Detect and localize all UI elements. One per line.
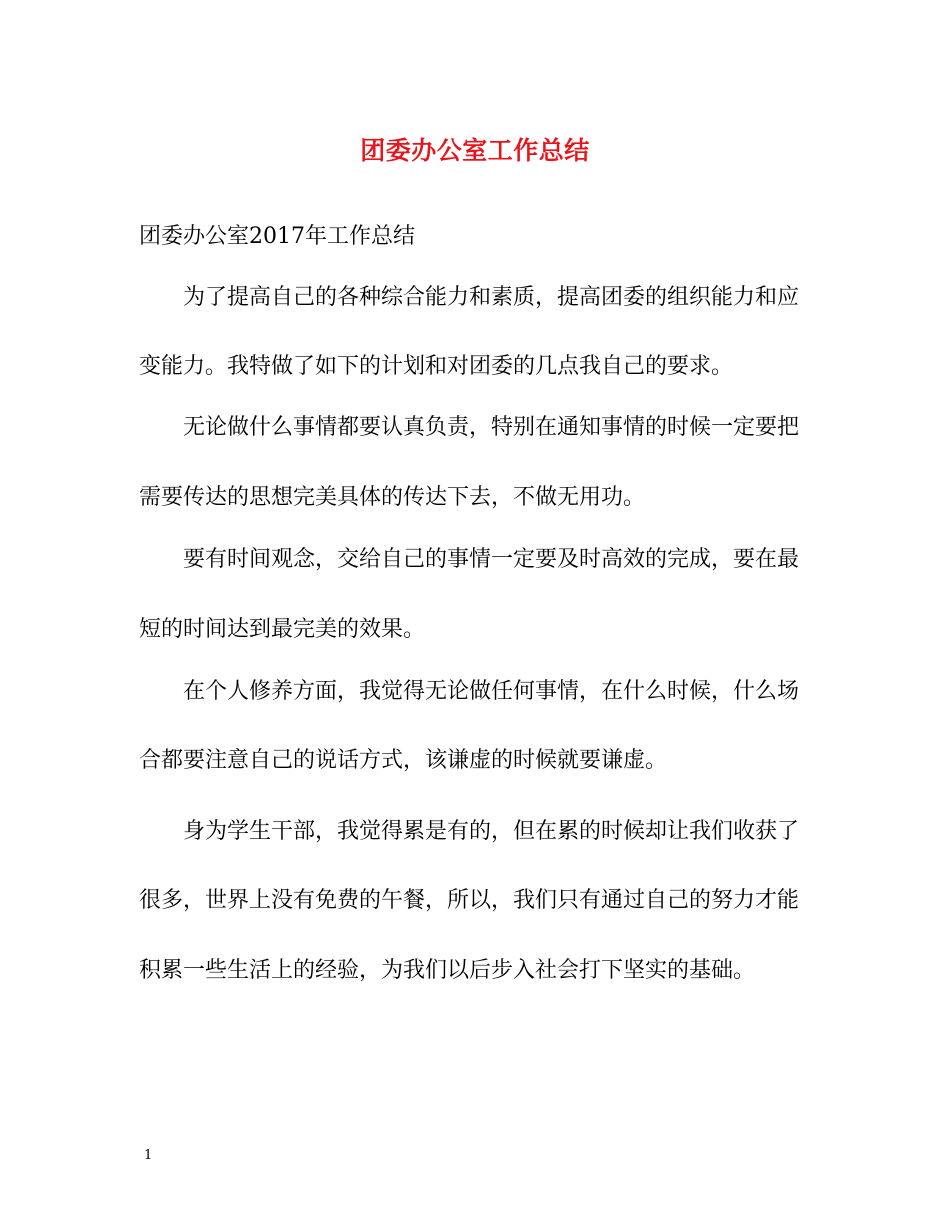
document-subtitle: 团委办公室2017年工作总结 bbox=[139, 224, 415, 249]
page-number: 1 bbox=[144, 1148, 153, 1163]
paragraph-2-line-2: 需要传达的思想完美具体的传达下去，不做无用功。 bbox=[139, 485, 646, 510]
paragraph-4-line-1: 在个人修养方面，我觉得无论做任何事情，在什么时候，什么场 bbox=[183, 679, 800, 704]
paragraph-3-line-1: 要有时间观念，交给自己的事情一定要及时高效的完成，要在最 bbox=[183, 547, 800, 572]
document-title: 团委办公室工作总结 bbox=[360, 136, 590, 165]
paragraph-5-line-2: 很多，世界上没有免费的午餐，所以，我们只有通过自己的努力才能 bbox=[139, 888, 800, 913]
paragraph-2-line-1: 无论做什么事情都要认真负责，特别在通知事情的时候一定要把 bbox=[183, 415, 800, 440]
paragraph-4-line-2: 合都要注意自己的说话方式，该谦虚的时候就要谦虚。 bbox=[139, 748, 668, 773]
paragraph-5-line-3: 积累一些生活上的经验，为我们以后步入社会打下坚实的基础。 bbox=[139, 958, 756, 983]
paragraph-1-line-2: 变能力。我特做了如下的计划和对团委的几点我自己的要求。 bbox=[139, 354, 734, 379]
paragraph-5-line-1: 身为学生干部，我觉得累是有的，但在累的时候却让我们收获了 bbox=[183, 819, 800, 844]
paragraph-3-line-2: 短的时间达到最完美的效果。 bbox=[139, 617, 426, 642]
paragraph-1-line-1: 为了提高自己的各种综合能力和素质，提高团委的组织能力和应 bbox=[183, 285, 800, 310]
